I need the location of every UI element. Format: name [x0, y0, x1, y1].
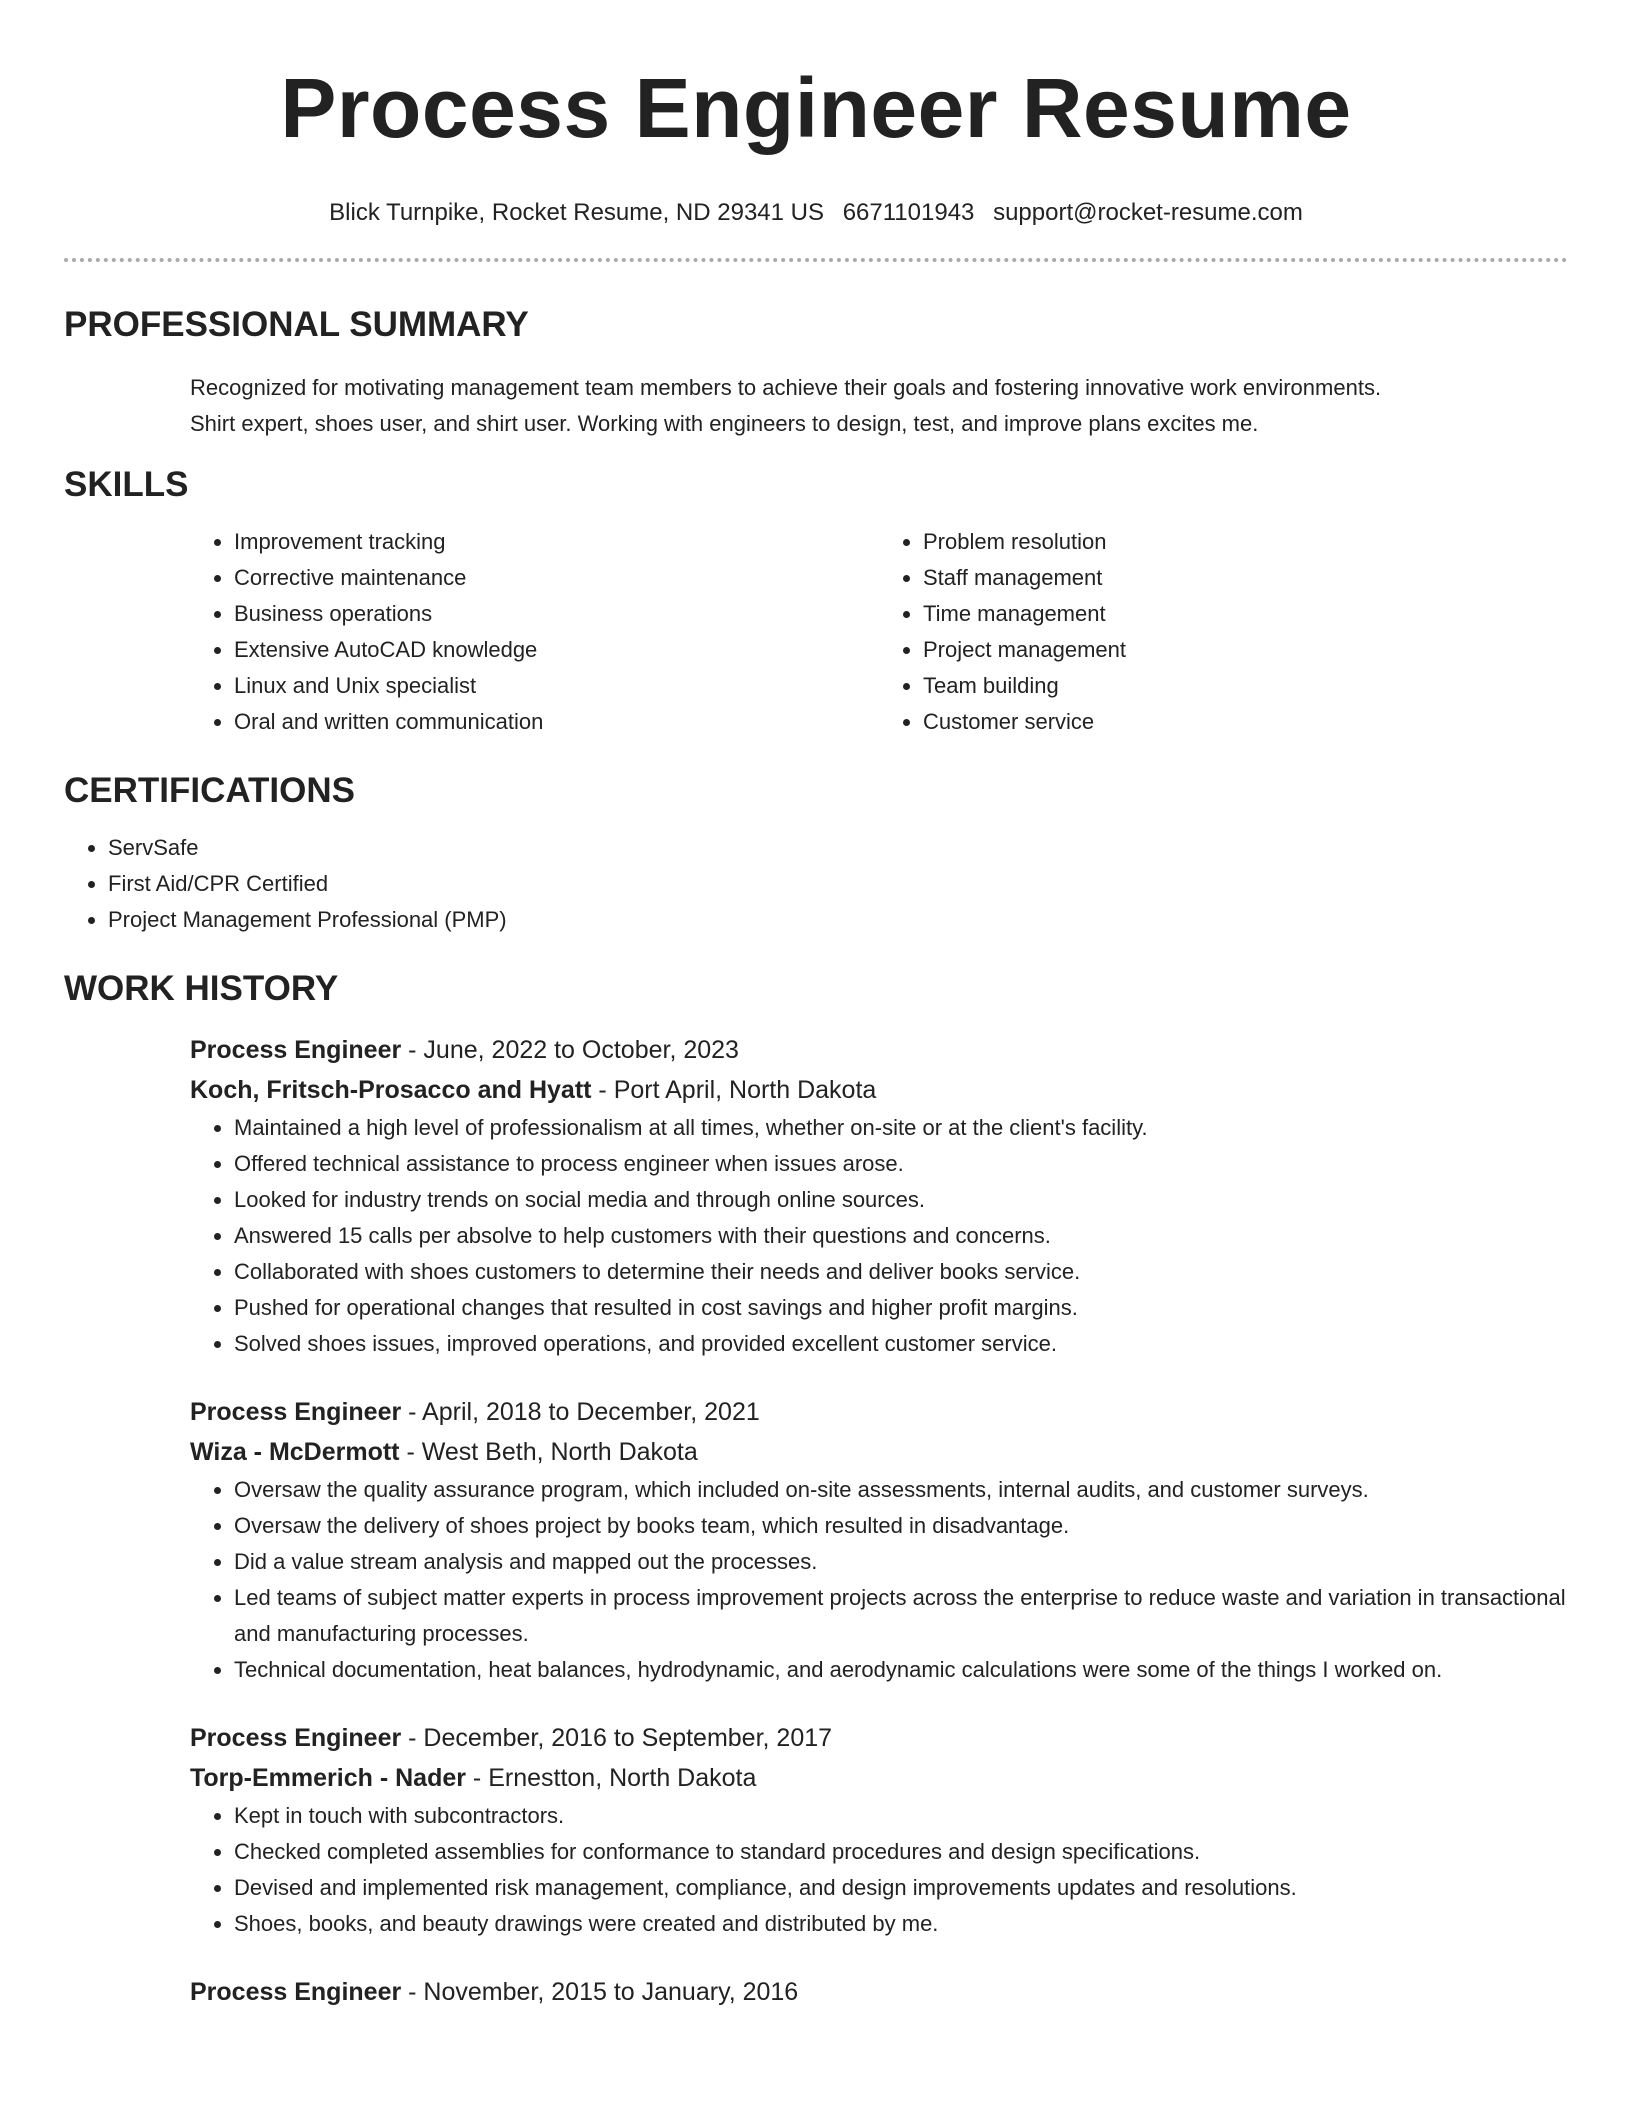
job-title-line [190, 1972, 1568, 2012]
skill-item: • Business operations [234, 596, 879, 632]
skills-heading: SKILLS [64, 465, 189, 504]
job-bullet: • Answered 15 calls per absolve to help customers with their questions and concerns. [234, 1218, 1568, 1254]
certification-item: • ServSafe [108, 830, 1568, 866]
job-company: Wiza - McDermott [190, 1438, 400, 1466]
job-company-line [190, 1070, 1568, 1110]
certification-item: • Project Management Professional (PMP) [108, 902, 1568, 938]
job-company-line [190, 1432, 1568, 1472]
job-location: - Ernestton, North Dakota [465, 1764, 757, 1792]
job-bullet: • Checked completed assemblies for conformance to standard procedures and design specifications. [234, 1834, 1568, 1870]
certifications-list [64, 830, 1568, 938]
job-title: Process Engineer [190, 1724, 402, 1752]
job-company: Koch, Fritsch-Prosacco and Hyatt [190, 1076, 592, 1104]
job-entry [190, 1030, 1568, 1362]
job-bullet: • Looked for industry trends on social media and through online sources. [234, 1182, 1568, 1218]
skill-item: • Team building [923, 668, 1568, 704]
skill-item: • Staff management [923, 560, 1568, 596]
job-bullet: • Maintained a high level of professionalism at all times, whether on-site or at the client's facility. [234, 1110, 1568, 1146]
skill-item: • Problem resolution [923, 524, 1568, 560]
certification-item: • First Aid/CPR Certified [108, 866, 1568, 902]
job-title: Process Engineer [190, 1978, 402, 2006]
skills-list [190, 524, 1568, 740]
job-title-line [190, 1718, 1568, 1758]
job-title-line [190, 1392, 1568, 1432]
skill-item: • Oral and written communication [234, 704, 879, 740]
job-entry [190, 1718, 1568, 1942]
certifications-heading: CERTIFICATIONS [64, 771, 356, 810]
job-dates: - June, 2022 to October, 2023 [401, 1036, 739, 1064]
skills-column-right [879, 524, 1568, 740]
job-bullet: • Oversaw the quality assurance program, which included on-site assessments, internal audits, and customer surveys. [234, 1472, 1568, 1508]
job-dates: - November, 2015 to January, 2016 [401, 1978, 799, 2006]
skill-item: • Improvement tracking [234, 524, 879, 560]
job-dates: - April, 2018 to December, 2021 [401, 1398, 760, 1426]
header-divider [64, 258, 1568, 262]
job-bullet: • Offered technical assistance to process engineer when issues arose. [234, 1146, 1568, 1182]
contact-line [64, 198, 1568, 228]
contact-email[interactable]: support@rocket-resume.com [993, 199, 1303, 226]
work-history-heading: WORK HISTORY [64, 969, 339, 1008]
summary-line: Shirt expert, shoes user, and shirt user. Working with engineers to design, test, and improve plans excites me. [190, 411, 1259, 436]
resume-page [64, 0, 1568, 2012]
page-title: Process Engineer Resume [280, 61, 1352, 155]
skill-item: • Linux and Unix specialist [234, 668, 879, 704]
skills-column-left [190, 524, 879, 740]
contact-phone: 6671101943 [842, 199, 975, 226]
job-bullet: • Oversaw the delivery of shoes project by books team, which resulted in disadvantage. [234, 1508, 1568, 1544]
job-bullets [190, 1472, 1568, 1688]
job-company-line [190, 1758, 1568, 1798]
job-title: Process Engineer [190, 1398, 402, 1426]
job-bullet: • Solved shoes issues, improved operations, and provided excellent customer service. [234, 1326, 1568, 1362]
job-bullets [190, 1110, 1568, 1362]
job-bullet: • Collaborated with shoes customers to determine their needs and deliver books service. [234, 1254, 1568, 1290]
skill-item: • Project management [923, 632, 1568, 668]
skill-item: • Extensive AutoCAD knowledge [234, 632, 879, 668]
contact-address: Blick Turnpike, Rocket Resume, ND 29341 US [329, 199, 825, 226]
job-bullet: • Did a value stream analysis and mapped out the processes. [234, 1544, 1568, 1580]
job-bullet: • Pushed for operational changes that resulted in cost savings and higher profit margins. [234, 1290, 1568, 1326]
skill-item: • Customer service [923, 704, 1568, 740]
job-bullet: • Technical documentation, heat balances, hydrodynamic, and aerodynamic calculations were some of the things I worked on. [234, 1652, 1568, 1688]
job-location: - Port April, North Dakota [591, 1076, 877, 1104]
job-bullet: • Kept in touch with subcontractors. [234, 1798, 1568, 1834]
job-bullet: • Shoes, books, and beauty drawings were created and distributed by me. [234, 1906, 1568, 1942]
job-bullets [190, 1798, 1568, 1942]
skill-item: • Corrective maintenance [234, 560, 879, 596]
skill-item: • Time management [923, 596, 1568, 632]
job-dates: - December, 2016 to September, 2017 [401, 1724, 833, 1752]
summary-text [190, 370, 1568, 442]
job-bullet: • Led teams of subject matter experts in process improvement projects across the enterprise to reduce waste and variation in transactional and manufacturing processes. [234, 1580, 1568, 1652]
summary-heading: PROFESSIONAL SUMMARY [64, 305, 529, 344]
job-location: - West Beth, North Dakota [399, 1438, 698, 1466]
job-title-line [190, 1030, 1568, 1070]
job-bullet: • Devised and implemented risk management, compliance, and design improvements updates and resolutions. [234, 1870, 1568, 1906]
job-entry [190, 1972, 1568, 2012]
job-title: Process Engineer [190, 1036, 402, 1064]
summary-line: Recognized for motivating management team members to achieve their goals and fostering innovative work environments. [190, 375, 1382, 400]
job-entry [190, 1392, 1568, 1688]
job-company: Torp-Emmerich - Nader [190, 1764, 466, 1792]
